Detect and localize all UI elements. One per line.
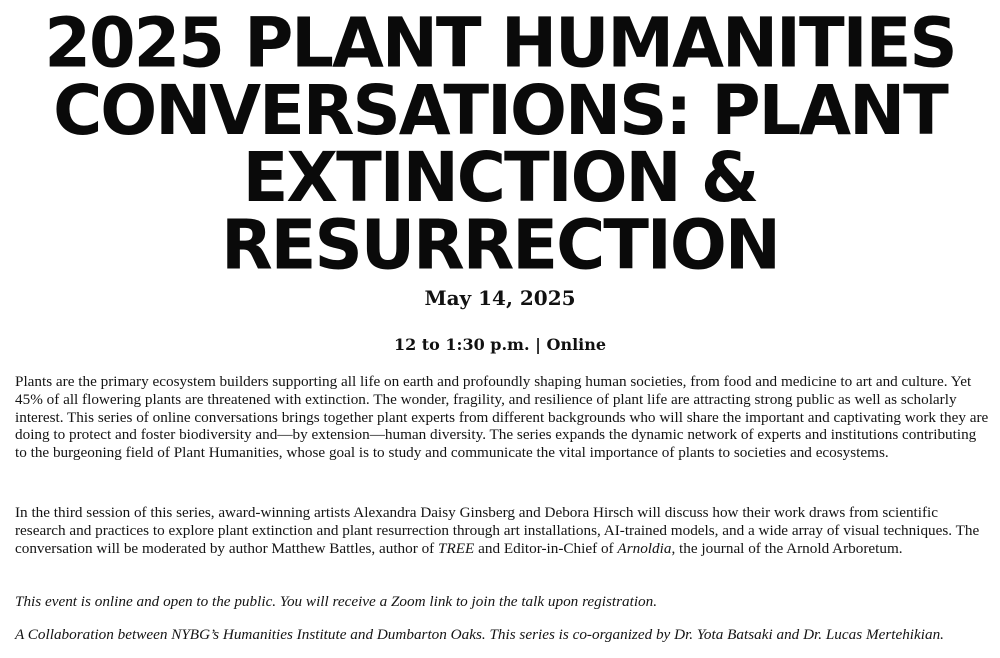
title-line-4: RESURRECTION (221, 205, 779, 285)
title-line-2: CONVERSATIONS: PLANT (53, 70, 947, 151)
book-title: TREE (438, 539, 475, 557)
description-paragraph-1: Plants are the primary ecosystem builders supporting all life on earth and profoundly shaping human societies, from food and medicine to art and culture. Yet 45% of all flowering plants are threatened with extinction. The wonder, fragility, and resilience of plant life are attracting strong public as well as scholarly interest. This series of online conversations brings together plant experts from different backgrounds who will share the important and captivating work they are doing to protect and foster biodiversity and—by extension—human diversity. The series expands the dynamic network of experts and institutions contributing to the burgeoning field of Plant Humanities, whose goal is to study and communicate the vital importance of plants to societies and ecosystems. (15, 373, 989, 462)
event-date: May 14, 2025 (424, 286, 576, 310)
title-line-3: EXTINCTION & (242, 137, 758, 218)
paragraph-2-start: In the third session of this series, award-winning artists Alexandra Daisy Ginsberg and Debora Hirsch will discuss how their work draws from scientific research and practices to explore plant extinction and plant resurrection through art installations, AI-trained models, and a wide array of visual techniques. The conversation will be moderated by author Matthew Battles, author of (15, 504, 980, 557)
description-paragraph-2 (15, 504, 990, 557)
page-title (0, 3, 1000, 285)
journal-title: Arnoldia (617, 539, 672, 557)
paragraph-2-end: , the journal of the Arnold Arboretum. (671, 539, 903, 557)
registration-note: This event is online and open to the public. You will receive a Zoom link to join the talk upon registration. (15, 593, 658, 610)
paragraph-2-middle: and Editor-in-Chief of (474, 539, 618, 557)
event-time-location: 12 to 1:30 p.m. | Online (393, 335, 607, 354)
collaboration-note: A Collaboration between NYBG’s Humanities Institute and Dumbarton Oaks. This series is co-organized by Dr. Yota Batsaki and Dr. Lucas Mertehikian. (15, 626, 944, 643)
title-line-1: 2025 PLANT HUMANITIES (44, 3, 956, 83)
